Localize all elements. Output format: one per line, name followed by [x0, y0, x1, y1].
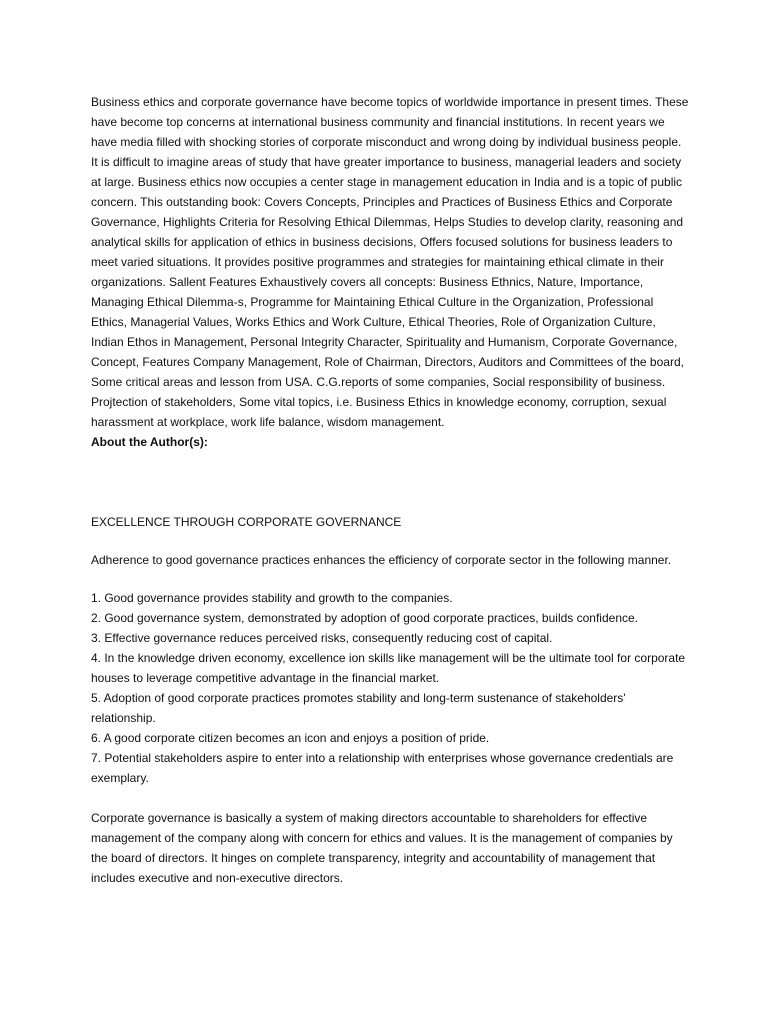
list-item: 3. Effective governance reduces perceived risks, consequently reducing cost of capital.	[91, 631, 553, 645]
spacer	[91, 452, 691, 512]
section-lead: Adherence to good governance practices enhances the efficiency of corporate sector in the following manner.	[91, 553, 672, 567]
spacer	[91, 532, 691, 550]
spacer	[91, 788, 691, 808]
section-title: EXCELLENCE THROUGH CORPORATE GOVERNANCE	[91, 515, 402, 529]
spacer	[91, 570, 691, 588]
author-heading: About the Author(s):	[91, 435, 208, 449]
list-item: 4. In the knowledge driven economy, excellence ion skills like management will be the ultimate tool for corporate houses to leverage competitive advantage in the financial market.	[91, 651, 686, 685]
list-item: 5. Adoption of good corporate practices promotes stability and long-term sustenance of stakeholders' relationship.	[91, 691, 626, 725]
document-page	[91, 92, 691, 888]
closing-paragraph: Corporate governance is basically a system of making directors accountable to shareholders for effective management of the company along with concern for ethics and values. It is the management of companies by the board of directors. It hinges on complete transparency, integrity and accountability of management that includes executive and non-executive directors.	[91, 811, 673, 885]
list-item: 6. A good corporate citizen becomes an icon and enjoys a position of pride.	[91, 731, 490, 745]
benefits-list	[91, 588, 691, 788]
list-item: 7. Potential stakeholders aspire to enter into a relationship with enterprises whose governance credentials are exemplary.	[91, 751, 674, 785]
list-item: 1. Good governance provides stability and growth to the companies.	[91, 591, 453, 605]
list-item: 2. Good governance system, demonstrated by adoption of good corporate practices, builds confidence.	[91, 611, 638, 625]
intro-paragraph: Business ethics and corporate governance have become topics of worldwide importance in present times. These have become top concerns at international business community and financial institutions. In recent years we have media filled with shocking stories of corporate misconduct and wrong doing by individual business people. It is difficult to imagine areas of study that have greater importance to business, managerial leaders and society at large. Business ethics now occupies a center stage in management education in India and is a topic of public concern. This outstanding book: Covers Concepts, Principles and Practices of Business Ethics and Corporate Governance, Highlights Criteria for Resolving Ethical Dilemmas, Helps Studies to develop clarity, reasoning and analytical skills for application of ethics in business decisions, Offers focused solutions for business leaders to meet varied situations. It provides positive programmes and strategies for maintaining ethical climate in their organizations. Sallent Features Exhaustively covers all concepts: Business Ethnics, Nature, Importance, Managing Ethical Dilemma-s, Programme for Maintaining Ethical Culture in the Organization, Professional Ethics, Managerial Values, Works Ethics and Work Culture, Ethical Theories, Role of Organization Culture, Indian Ethos in Management, Personal Integrity Character, Spirituality and Humanism, Corporate Governance, Concept, Features Company Management, Role of Chairman, Directors, Auditors and Committees of the board, Some critical areas and lesson from USA. C.G.reports of some companies, Social responsibility of business. Projtection of stakeholders, Some vital topics, i.e. Business Ethics in knowledge economy, corruption, sexual harassment at workplace, work life balance, wisdom management.	[91, 95, 689, 429]
